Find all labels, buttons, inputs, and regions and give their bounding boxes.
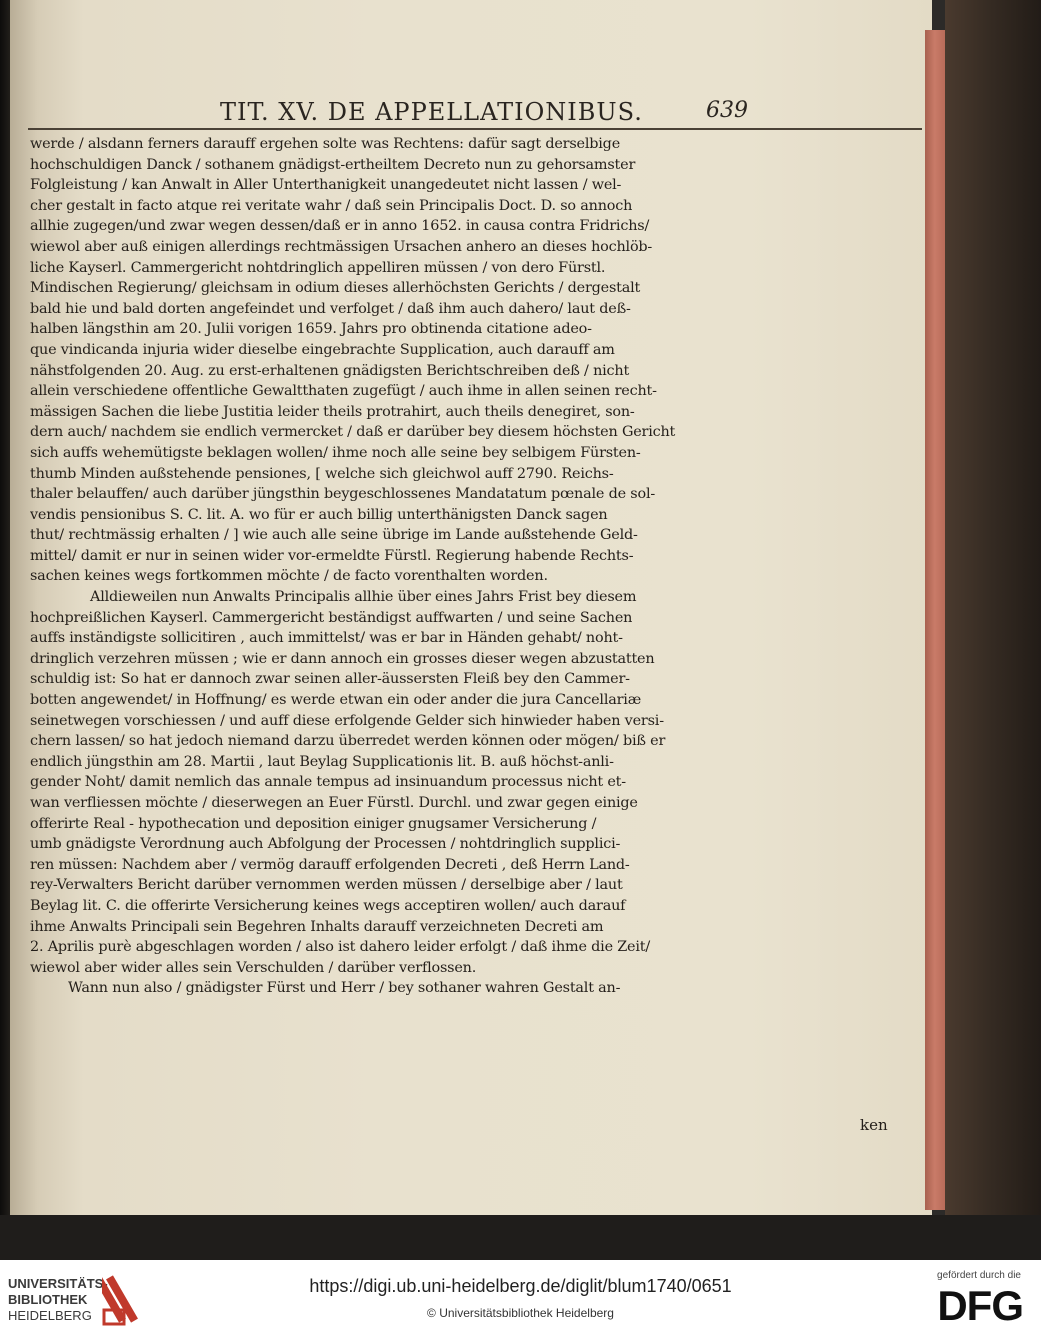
body-text bbox=[30, 134, 922, 999]
text-line: thaler belauffen/ auch darüber jüngsthin beygeschlossenes Mandatatum pœnale de sol- bbox=[30, 486, 656, 503]
text-line: auffs inständigste sollicitiren , auch immittelst/ was er bar in Händen gehabt/ noht- bbox=[30, 630, 623, 647]
library-name-line: HEIDELBERG bbox=[8, 1308, 92, 1323]
text-line: Alldieweilen nun Anwalts Principalis allhie über eines Jahrs Frist bey diesem bbox=[90, 589, 637, 606]
text-line: Wann nun also / gnädigster Fürst und Herr / bey sothaner wahren Gestalt an- bbox=[68, 980, 621, 997]
text-line: thut/ rechtmässig erhalten / ] wie auch alle seine übrige im Lande außstehende Geld- bbox=[30, 527, 638, 544]
text-line: dern auch/ nachdem sie endlich vermercket / daß er darüber bey diesem höchsten Gericht bbox=[30, 424, 676, 441]
text-line: hochpreißlichen Kayserl. Cammergericht beständigst auffwarten / und seine Sachen bbox=[30, 609, 633, 626]
text-line: gender Noht/ damit nemlich das annale tempus ad insinuandum processus nicht et- bbox=[30, 774, 626, 791]
text-line: wiewol aber wider alles sein Verschulden / darüber verflossen. bbox=[30, 959, 477, 976]
text-line: cher gestalt in facto atque rei veritate wahr / daß sein Principalis Doct. D. so annoch bbox=[30, 197, 633, 214]
text-line: allein verschiedene offentliche Gewaltthaten zugefügt / auch ihme in allen seinen recht- bbox=[30, 383, 657, 400]
header-rule bbox=[28, 128, 922, 130]
text-line: botten angewendet/ in Hoffnung/ es werde etwan ein oder ander die jura Cancellariæ bbox=[30, 692, 642, 709]
text-line: vendis pensionibus S. C. lit. A. wo für er auch billig unterthänigsten Danck sagen bbox=[30, 506, 608, 523]
library-name-line: UNIVERSITÄTS- bbox=[8, 1276, 108, 1291]
text-line: Folgleistung / kan Anwalt in Aller Unterthanigkeit unangedeutet nicht lassen / wel- bbox=[30, 177, 622, 194]
text-line: mässigen Sachen die liebe Justitia leider theils protrahirt, auch theils denegiret, son- bbox=[30, 403, 635, 420]
text-line: bald hie und bald dorten angefeindet und verfolget / daß ihm auch dahero/ laut deß- bbox=[30, 300, 631, 317]
text-line: wan verfliessen möchte / dieserwegen an Euer Fürstl. Durchl. und zwar gegen einige bbox=[30, 795, 638, 811]
funder-label: gefördert durch die bbox=[937, 1270, 1021, 1281]
text-line: umb gnädigste Verordnung auch Abfolgung der Processen / nohtdringlich supplici- bbox=[30, 836, 621, 853]
text-line: Beylag lit. C. die offerirte Versicherung keines wegs acceptiren wollen/ auch darauf bbox=[30, 897, 626, 914]
copyright-notice: © Universitätsbibliothek Heidelberg bbox=[427, 1306, 614, 1320]
text-line: nähstfolgenden 20. Aug. zu erst-erhaltenen gnädigsten Berichtschreiben deß / nicht bbox=[30, 362, 630, 379]
page-number: 639 bbox=[706, 98, 748, 123]
text-line: sachen keines wegs fortkommen möchte / de facto vorenthalten worden. bbox=[30, 568, 548, 585]
viewer-footer bbox=[0, 1260, 1041, 1336]
text-line: thumb Minden außstehende pensiones, [ welche sich gleichwol auff 2790. Reichs- bbox=[30, 465, 614, 482]
catchword: ken bbox=[860, 1116, 888, 1134]
text-line: dringlich verzehren müssen ; wie er dann annoch ein grosses dieser wegen abzustatten bbox=[30, 650, 655, 667]
text-line: 2. Aprilis purè abgeschlagen worden / also ist dahero leider erfolgt / daß ihme die Zeit/ bbox=[30, 939, 651, 956]
text-line: mittel/ damit er nur in seinen wider vor-ermeldte Fürstl. Regierung habende Rechts- bbox=[30, 547, 634, 564]
text-line: werde / alsdann ferners darauff ergehen solte was Rechtens: dafür sagt derselbige bbox=[30, 136, 621, 152]
text-line: sich auffs wehemütigste beklagen wollen/ ihme noch alle seine bey selbigem Fürsten- bbox=[30, 444, 641, 461]
text-line: offerirte Real - hypothecation und deposition einiger gnugsamer Versicherung / bbox=[30, 815, 597, 832]
text-line: rey-Verwalters Bericht darüber vernommen werden müssen / derselbige aber / laut bbox=[30, 877, 623, 894]
text-line: halben längsthin am 20. Julii vorigen 1659. Jahrs pro obtinenda citatione adeo- bbox=[30, 321, 592, 338]
text-line: chern lassen/ so hat jedoch niemand darzu überredet werden können oder mögen/ biß er bbox=[30, 733, 666, 750]
library-name-line: BIBLIOTHEK bbox=[8, 1292, 88, 1307]
text-line: ren müssen: Nachdem aber / vermög darauff erfolgenden Decreti , deß Herrn Land- bbox=[30, 856, 630, 873]
text-line: hochschuldigen Danck / sothanem gnädigst-ertheiltem Decreto nun zu gehorsamster bbox=[30, 156, 636, 173]
scan-background bbox=[0, 1215, 1041, 1260]
text-line: wiewol aber auß einigen allerdings rechtmässigen Ursachen anhero an dieses hochlöb- bbox=[30, 238, 653, 255]
text-line: Mindischen Regierung/ gleichsam in odium dieses allerhöchsten Gerichts / dergestalt bbox=[30, 280, 641, 297]
text-line: schuldig ist: So hat er dannoch zwar seinen aller-äussersten Fleiß bey den Cammer- bbox=[30, 671, 630, 688]
book-cover bbox=[945, 0, 1041, 1260]
text-line: liche Kayserl. Cammergericht nohtdringlich appelliren müssen / von dero Fürstl. bbox=[30, 259, 606, 276]
text-line: que vindicanda injuria wider dieselbe eingebrachte Supplication, auch darauff am bbox=[30, 341, 615, 358]
text-line: seinetwegen vorschiessen / und auff diese erfolgende Gelder sich hinwieder haben versi- bbox=[30, 712, 664, 729]
header-title: TIT. XV. DE APPELLATIONIBUS. bbox=[220, 98, 643, 126]
text-line: endlich jüngsthin am 28. Martii , laut Beylag Supplicationis lit. B. auß höchst-anli- bbox=[30, 753, 614, 770]
text-line: ihme Anwalts Principali sein Begehren Inhalts darauff verzeichneten Decreti am bbox=[30, 918, 604, 935]
dfg-logo[interactable]: DFG bbox=[937, 1282, 1023, 1329]
permalink-url[interactable]: https://digi.ub.uni-heidelberg.de/diglit/blum1740/0651 bbox=[309, 1276, 732, 1296]
text-line: allhie zugegen/und zwar wegen dessen/daß er in anno 1652. in causa contra Fridrichs/ bbox=[30, 218, 650, 235]
